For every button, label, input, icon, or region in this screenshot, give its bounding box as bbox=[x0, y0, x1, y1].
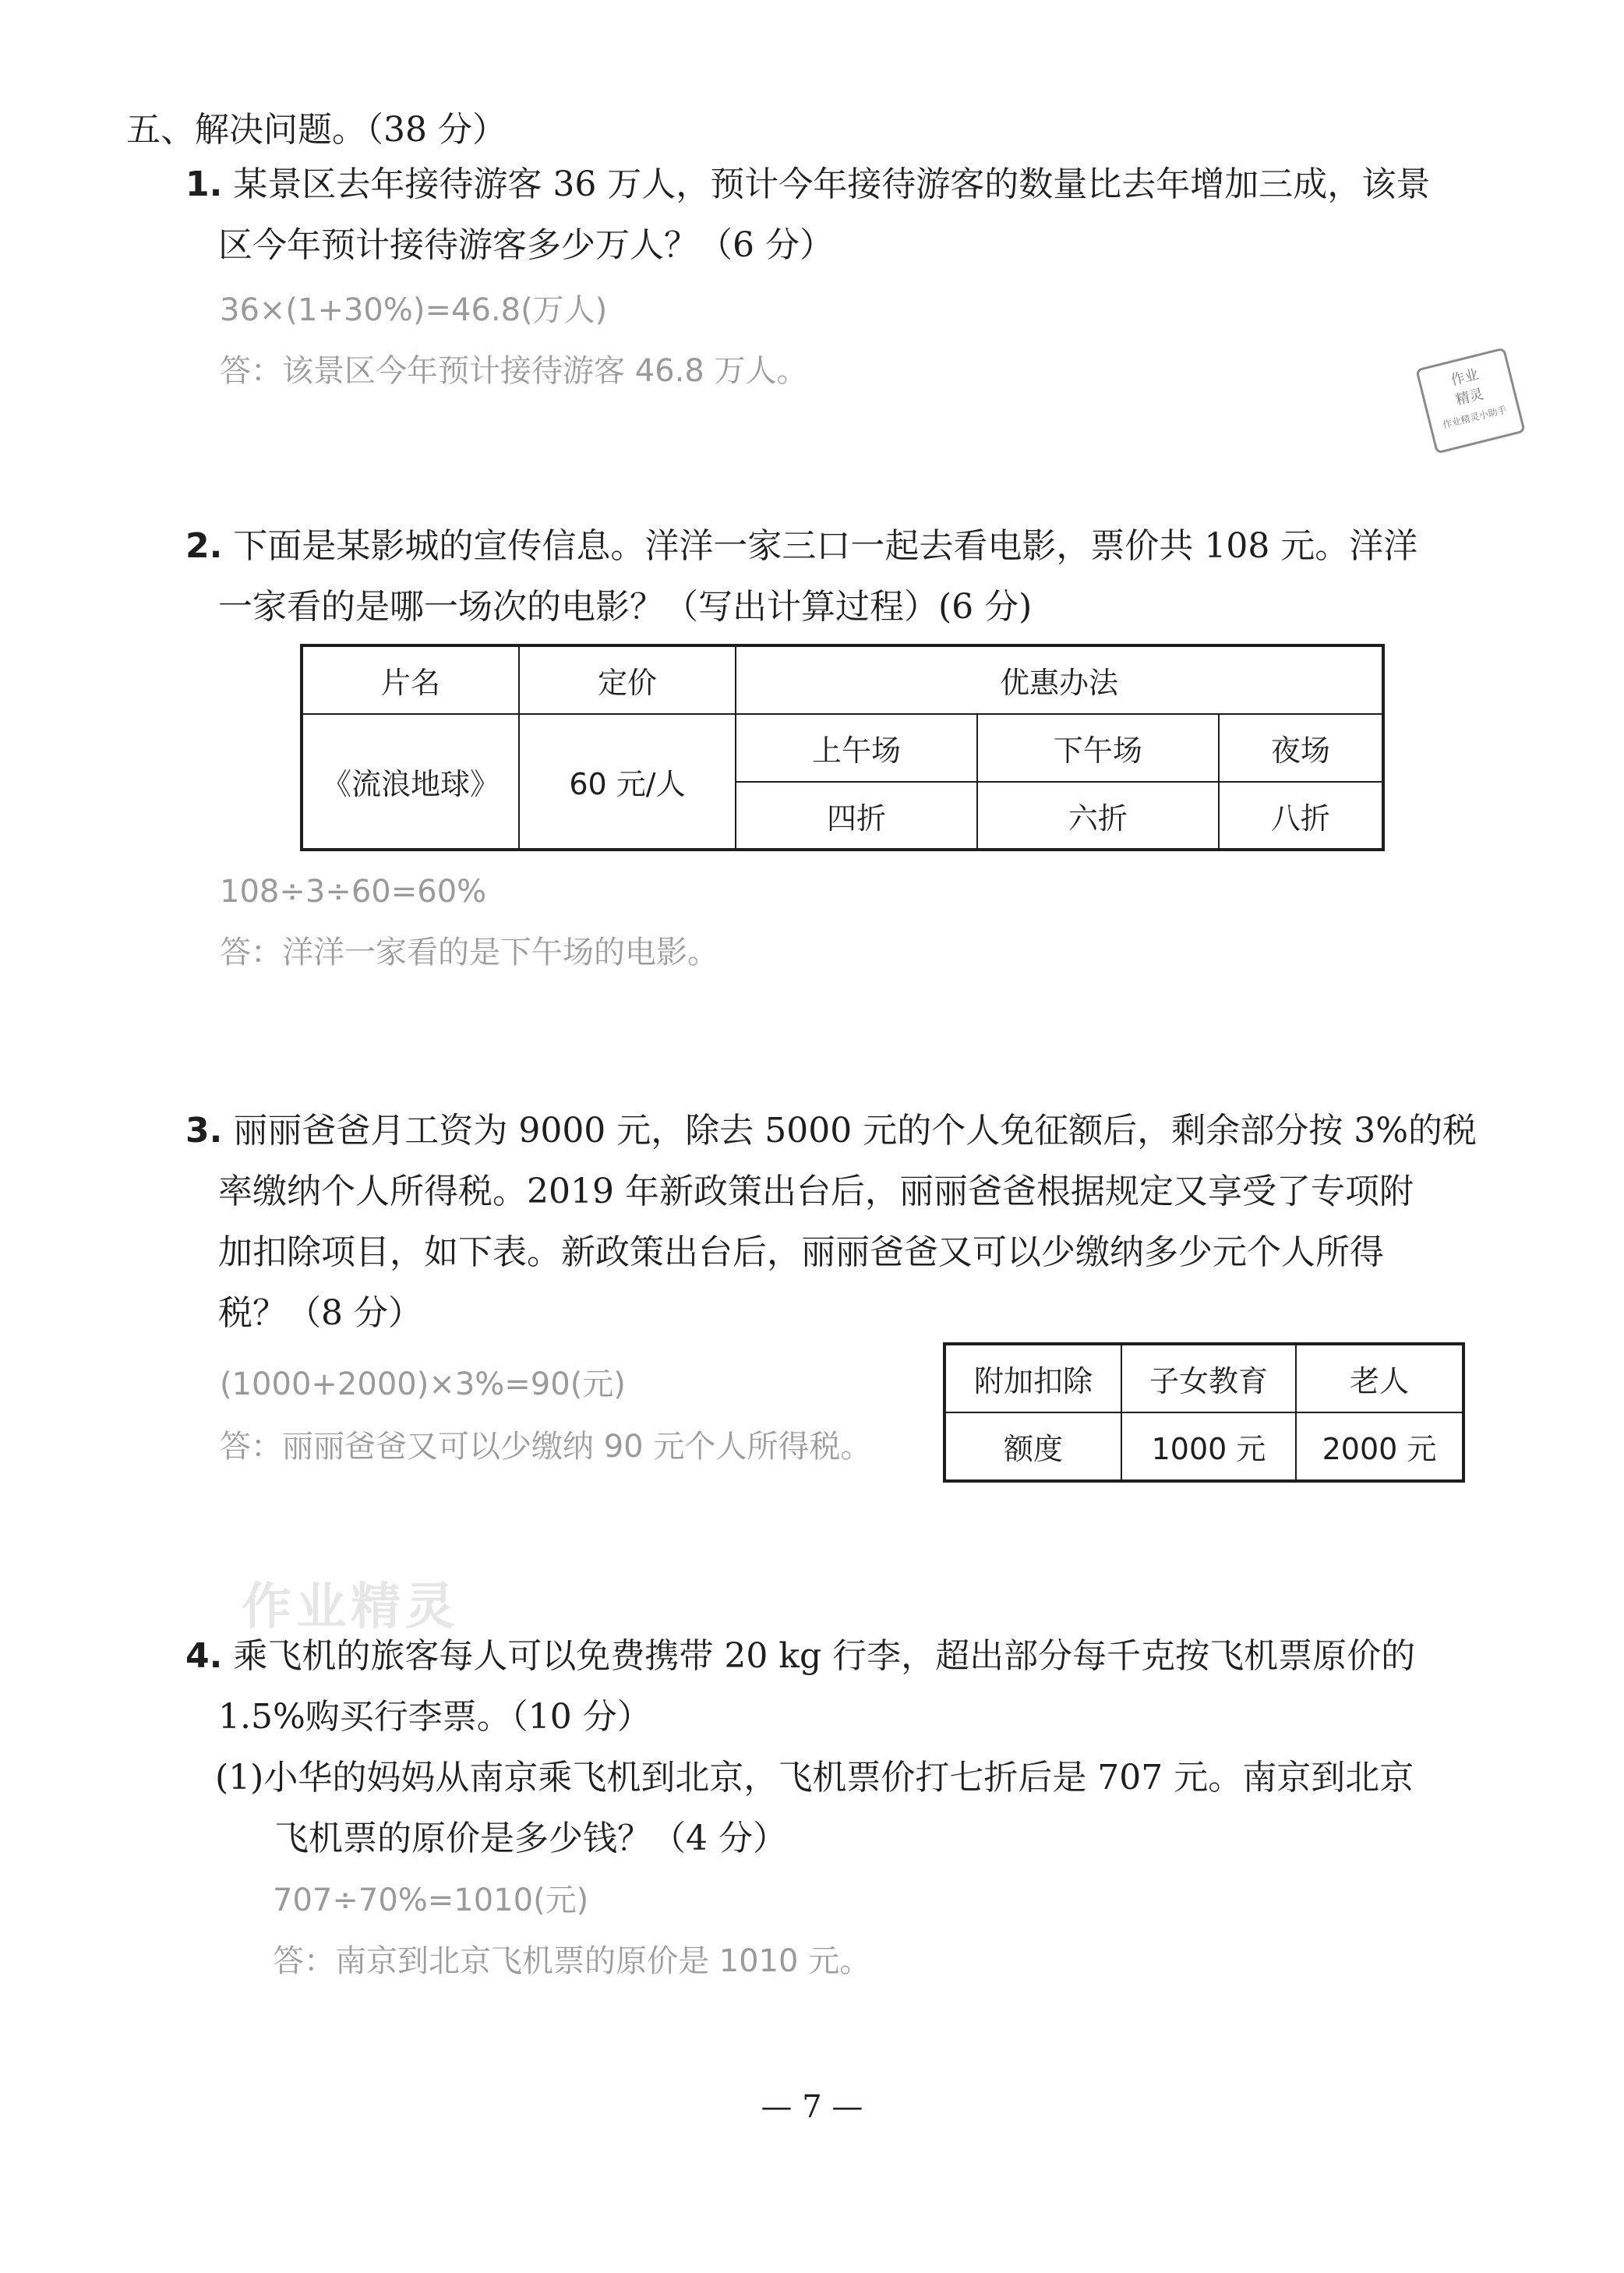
section-title: 五、解决问题。（38 分） bbox=[126, 110, 507, 150]
stamp-line3: 作业精灵小助手 bbox=[1441, 404, 1508, 431]
q3-number: 3. bbox=[185, 1111, 223, 1151]
movie-table-header-price: 定价 bbox=[519, 645, 736, 714]
movie-table-discount-afternoon: 六折 bbox=[977, 782, 1219, 850]
q1-text-line1 bbox=[185, 154, 1430, 215]
q4-sub1-line1: (1)小华的妈妈从南京乘飞机到北京，飞机票价打七折后是 707 元。南京到北京 bbox=[215, 1758, 1414, 1798]
q4-sub1-line2: 飞机票的原价是多少钱？（4 分） bbox=[274, 1819, 787, 1858]
q2-line2: 一家看的是哪一场次的电影？（写出计算过程）(6 分) bbox=[218, 587, 1033, 627]
q3-answer: 答：丽丽爸爸又可以少缴纳 90 元个人所得税。 bbox=[220, 1429, 872, 1465]
tax-table-value-elderly: 2000 元 bbox=[1296, 1412, 1463, 1481]
tax-table-row-label: 额度 bbox=[944, 1412, 1121, 1481]
movie-table-discount-morning: 四折 bbox=[736, 782, 977, 850]
q3-line4: 税？（8 分） bbox=[218, 1293, 422, 1333]
q1-line2: 区今年预计接待游客多少万人？（6 分） bbox=[218, 225, 834, 265]
stamp-line2: 精灵 bbox=[1453, 386, 1485, 409]
tax-table bbox=[943, 1342, 1465, 1483]
movie-table-price: 60 元/人 bbox=[519, 714, 736, 850]
stamp-logo bbox=[1415, 347, 1526, 454]
movie-table-session-night: 夜场 bbox=[1219, 714, 1383, 782]
q3-line2: 率缴纳个人所得税。2019 年新政策出台后，丽丽爸爸根据规定又享受了专项附 bbox=[218, 1172, 1414, 1211]
q1-number: 1. bbox=[185, 164, 223, 204]
tax-table-header-children: 子女教育 bbox=[1121, 1344, 1296, 1412]
q1-answer: 答：该景区今年预计接待游客 46.8 万人。 bbox=[220, 353, 808, 389]
page-number: — 7 — bbox=[761, 2089, 863, 2125]
q2-text-line1 bbox=[185, 516, 1417, 577]
q3-calc: (1000+2000)×3%=90(元) bbox=[220, 1366, 626, 1402]
movie-table-session-afternoon: 下午场 bbox=[977, 714, 1219, 782]
q1-calc: 36×(1+30%)=46.8(万人) bbox=[220, 292, 608, 328]
movie-table-film: 《流浪地球》 bbox=[302, 714, 519, 850]
q2-answer: 答：洋洋一家看的是下午场的电影。 bbox=[220, 935, 718, 970]
q1-line1: 某景区去年接待游客 36 万人，预计今年接待游客的数量比去年增加三成，该景 bbox=[233, 164, 1431, 204]
q4-number: 4. bbox=[185, 1636, 223, 1676]
movie-table bbox=[300, 644, 1385, 851]
q2-line1: 下面是某影城的宣传信息。洋洋一家三口一起去看电影，票价共 108 元。洋洋 bbox=[233, 526, 1418, 566]
watermark-text: 作业精灵 bbox=[242, 1578, 460, 1636]
q3-line1: 丽丽爸爸月工资为 9000 元，除去 5000 元的个人免征额后，剩余部分按 3%的税 bbox=[233, 1111, 1477, 1151]
tax-table-header-elderly: 老人 bbox=[1296, 1344, 1463, 1412]
stamp-line1: 作业 bbox=[1449, 366, 1481, 389]
q4-text-line1 bbox=[185, 1626, 1415, 1687]
tax-table-value-children: 1000 元 bbox=[1121, 1412, 1296, 1481]
q4-line1: 乘飞机的旅客每人可以免费携带 20 kg 行李，超出部分每千克按飞机票原价的 bbox=[233, 1636, 1416, 1676]
q2-number: 2. bbox=[185, 526, 223, 566]
q4-line2: 1.5%购买行李票。（10 分） bbox=[218, 1697, 651, 1737]
q4-calc: 707÷70%=1010(元) bbox=[273, 1882, 589, 1918]
q2-calc: 108÷3÷60=60% bbox=[220, 874, 487, 910]
q4-answer: 答：南京到北京飞机票的原价是 1010 元。 bbox=[273, 1943, 871, 1979]
tax-table-header-deduction: 附加扣除 bbox=[944, 1344, 1121, 1412]
q3-line3: 加扣除项目，如下表。新政策出台后，丽丽爸爸又可以少缴纳多少元个人所得 bbox=[218, 1232, 1384, 1272]
q3-text-line1 bbox=[185, 1101, 1477, 1161]
movie-table-discount-night: 八折 bbox=[1219, 782, 1383, 850]
movie-table-header-name: 片名 bbox=[302, 645, 519, 714]
movie-table-session-morning: 上午场 bbox=[736, 714, 977, 782]
movie-table-header-discount: 优惠办法 bbox=[736, 645, 1383, 714]
